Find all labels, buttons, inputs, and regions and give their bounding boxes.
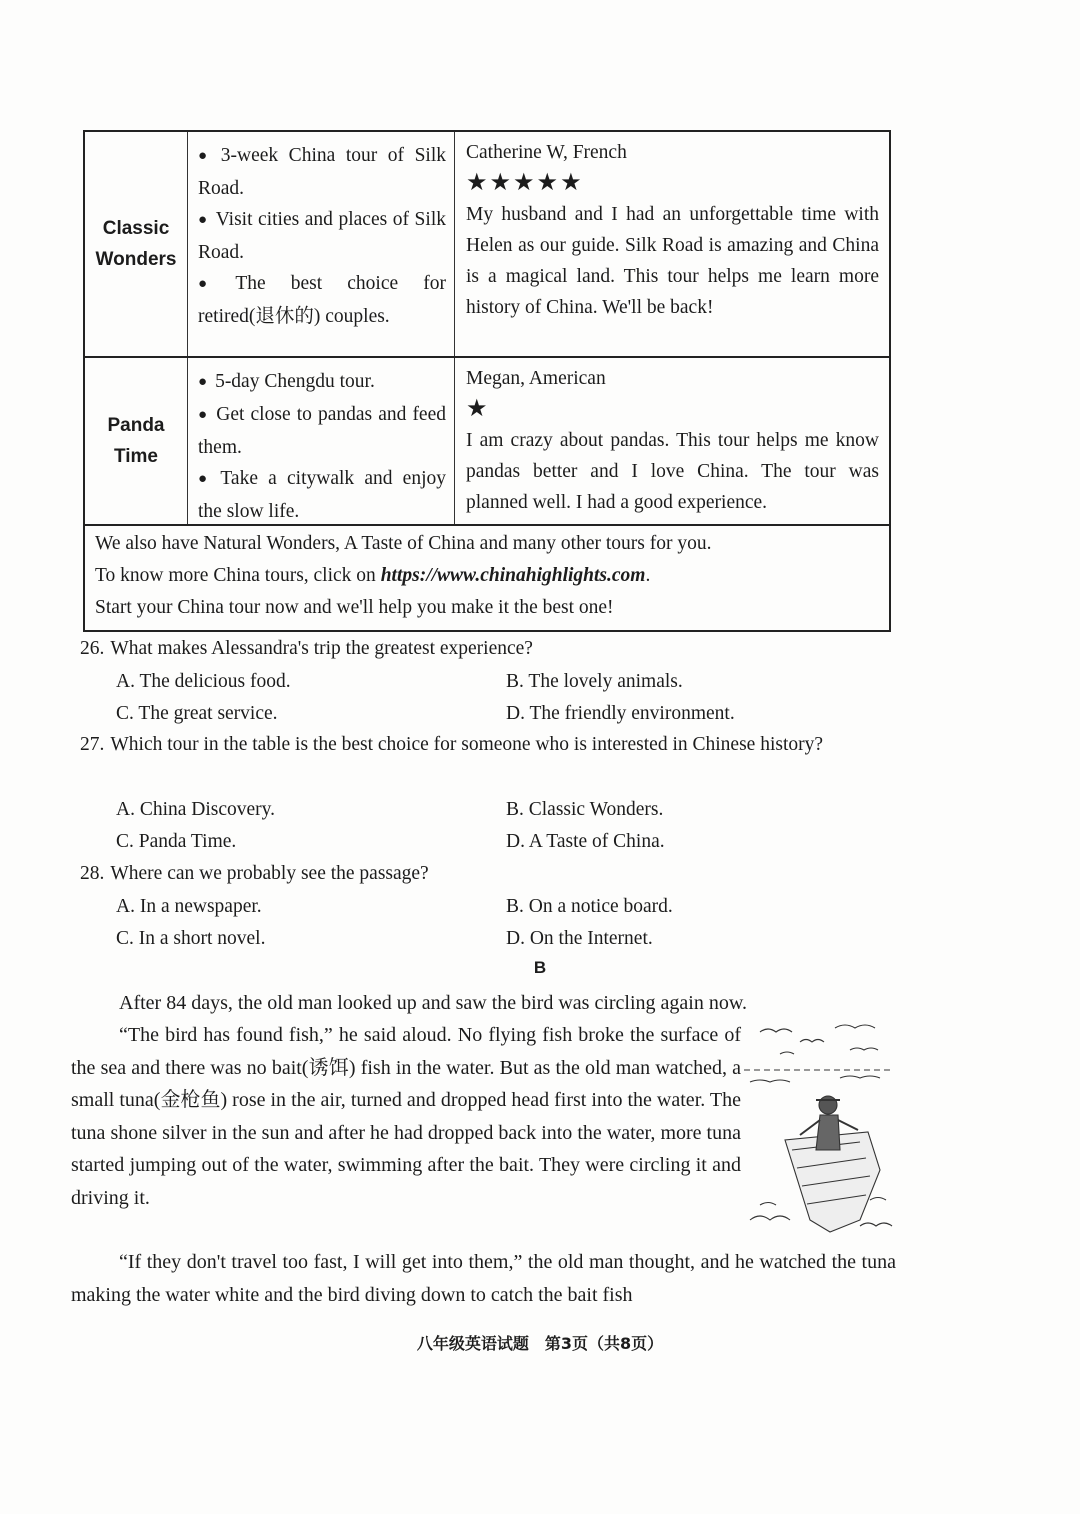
feature-text: 5-day Chengdu tour.: [215, 371, 375, 392]
feature-text: The best choice for retired(退休的) couples.: [198, 273, 447, 327]
tour-table: [83, 130, 891, 632]
feature-item: [198, 463, 446, 527]
question-27-options: [116, 794, 896, 858]
option-a[interactable]: A. In a newspaper.: [116, 896, 262, 917]
feature-item: [198, 268, 446, 332]
feature-text: Take a citywalk and enjoy the slow life.: [198, 468, 447, 522]
tour-name-line: Classic: [102, 218, 170, 239]
review-text: I am crazy about pandas. This tour helps me know pandas better and I love China. The tour was planned well. I had a good experience.: [466, 430, 879, 513]
question-27: [80, 729, 890, 761]
question-number: 28.: [80, 863, 105, 884]
review-text: My husband and I had an unforgettable time with Helen as our guide. Silk Road is amazing and China is a magical land. This tour helps me learn more history of China. We'll be back!: [466, 204, 879, 318]
tour-name-line: Wonders: [95, 249, 177, 270]
footer-text: To know more China tours, click on: [95, 565, 381, 586]
feature-text: Get close to pandas and feed them.: [198, 404, 446, 458]
passage-paragraph: “If they don't travel too fast, I will get into them,” the old man thought, and he watched the tuna making the water white and the bird diving down to catch the bait fish: [71, 1251, 896, 1306]
option-d[interactable]: D. A Taste of China.: [506, 831, 665, 852]
question-number: 26.: [80, 638, 105, 659]
option-b[interactable]: B. The lovely animals.: [506, 671, 683, 692]
footer-line: We also have Natural Wonders, A Taste of China and many other tours for you.: [95, 533, 712, 554]
tour-features: [188, 132, 455, 356]
question-text: Where can we probably see the passage?: [110, 863, 429, 884]
bullet-icon: ●: [198, 471, 213, 487]
reviewer-name: Megan, American: [466, 368, 606, 389]
tour-name-line: Panda: [107, 415, 165, 436]
feature-text: Visit cities and places of Silk Road.: [198, 209, 446, 263]
section-heading: B: [533, 958, 547, 977]
question-text: What makes Alessandra's trip the greatest experience?: [110, 638, 533, 659]
option-a[interactable]: A. China Discovery.: [116, 799, 276, 820]
option-d[interactable]: D. The friendly environment.: [506, 703, 735, 724]
reviewer-name: Catherine W, French: [466, 142, 627, 163]
question-number: 27.: [80, 734, 105, 755]
old-man-boat-illustration: [740, 1020, 900, 1238]
bullet-icon: ●: [198, 407, 209, 423]
option-c[interactable]: C. The great service.: [116, 703, 278, 724]
feature-text: 3-week China tour of Silk Road.: [198, 145, 447, 199]
question-26-options: [116, 666, 896, 730]
table-row-classic-wonders: [85, 132, 889, 358]
option-d[interactable]: D. On the Internet.: [506, 928, 653, 949]
option-c[interactable]: C. In a short novel.: [116, 928, 266, 949]
bullet-icon: ●: [198, 374, 208, 390]
table-footer: [85, 526, 889, 630]
question-28: [80, 858, 890, 890]
footer-text: .: [645, 565, 651, 586]
star-rating: ★: [466, 396, 490, 422]
tour-name: [85, 358, 188, 524]
option-a[interactable]: A. The delicious food.: [116, 671, 291, 692]
tour-name: [85, 132, 188, 356]
question-text: Which tour in the table is the best choice for someone who is interested in Chinese history?: [110, 734, 824, 755]
feature-item: [198, 399, 446, 463]
question-28-options: [116, 891, 896, 955]
passage-paragraph: “The bird has found fish,” he said aloud. No flying fish broke the surface of the sea and there was no bait(诱饵) fish in the water. But as the old man watched, a small tuna(金枪鱼) rose in the air, turned and dropped head first into the water. The tuna shone silver in the sun and after he had dropped back into the water, more tuna started jumping out of the water, swimming after the bait. They were circling it and driving it.: [71, 1024, 741, 1209]
page-footer: 八年级英语试题 第3页（共8页）: [416, 1334, 664, 1353]
bullet-icon: ●: [198, 212, 208, 228]
bullet-icon: ●: [198, 276, 228, 292]
passage-paragraph: After 84 days, the old man looked up and saw the bird was circling again now.: [119, 992, 747, 1014]
option-c[interactable]: C. Panda Time.: [116, 831, 237, 852]
footer-line: Start your China tour now and we'll help you make it the best one!: [95, 597, 614, 618]
question-26: [80, 633, 890, 665]
tour-features: [188, 358, 455, 524]
star-rating: ★★★★★: [466, 170, 584, 196]
feature-item: [198, 140, 446, 204]
website-link[interactable]: https://www.chinahighlights.com: [380, 565, 646, 586]
option-b[interactable]: B. On a notice board.: [506, 896, 673, 917]
option-b[interactable]: B. Classic Wonders.: [506, 799, 664, 820]
feature-item: [198, 366, 446, 399]
tour-review: [455, 358, 889, 524]
bullet-icon: ●: [198, 148, 213, 164]
feature-item: [198, 204, 446, 268]
tour-name-line: Time: [113, 446, 158, 467]
table-row-panda-time: [85, 358, 889, 526]
footer-line: [95, 560, 879, 592]
tour-review: [455, 132, 889, 356]
